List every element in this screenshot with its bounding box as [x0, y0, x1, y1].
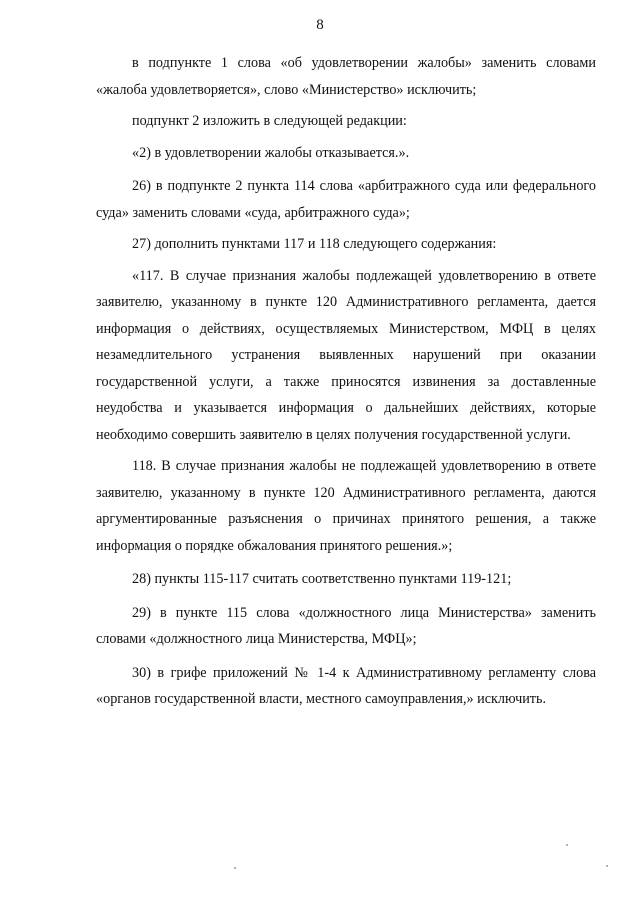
paragraph-item-29: 29) в пункте 115 слова «должностного лица Министерства» заменить словами «должностного лица Министерства, МФЦ»; — [96, 604, 596, 647]
scan-mark — [606, 865, 608, 867]
paragraph-item-27: 27) дополнить пунктами 117 и 118 следующего содержания: — [132, 236, 497, 252]
paragraph-item-30: 30) в грифе приложений № 1-4 к Административному регламенту слова «органов государственной власти, местного самоуправления,» исключить. — [96, 664, 596, 707]
paragraph-item-26: 26) в подпункте 2 пункта 114 слова «арбитражного суда или федерального суда» заменить словами «суда, арбитражного суда»; — [96, 178, 596, 221]
paragraph-item-28: 28) пункты 115-117 считать соответственно пунктами 119-121; — [132, 571, 512, 587]
paragraph-subpoint-2-intro: подпункт 2 изложить в следующей редакции: — [132, 113, 407, 129]
scan-mark — [234, 867, 236, 869]
page-number: 8 — [316, 17, 324, 33]
paragraph-point-118: 118. В случае признания жалобы не подлежащей удовлетворению в ответе заявителю, указанному в пункте 120 Административного регламента, даются аргументированные разъяснения о причинах принятого решения, а также информация о порядке обжалования принятого решения.»; — [96, 458, 596, 554]
scan-mark — [566, 844, 568, 846]
paragraph-subpoint-1: в подпункте 1 слова «об удовлетворении жалобы» заменить словами «жалоба удовлетворяется», слово «Министерство» исключить; — [96, 55, 596, 98]
paragraph-point-117: «117. В случае признания жалобы подлежащей удовлетворению в ответе заявителю, указанному в пункте 120 Административного регламента, дается информация о действиях, осуществляемых Министерством, МФЦ в целях незамедлительного устранения выявленных нарушений при оказании государственной услуги, а также приносятся извинения за доставленные неудобства и указывается информация о дальнейших действиях, которые необходимо совершить заявителю в целях получения государственной услуги. — [96, 267, 596, 443]
paragraph-subpoint-2-text: «2) в удовлетворении жалобы отказывается.». — [132, 144, 410, 161]
document-body — [96, 50, 596, 713]
